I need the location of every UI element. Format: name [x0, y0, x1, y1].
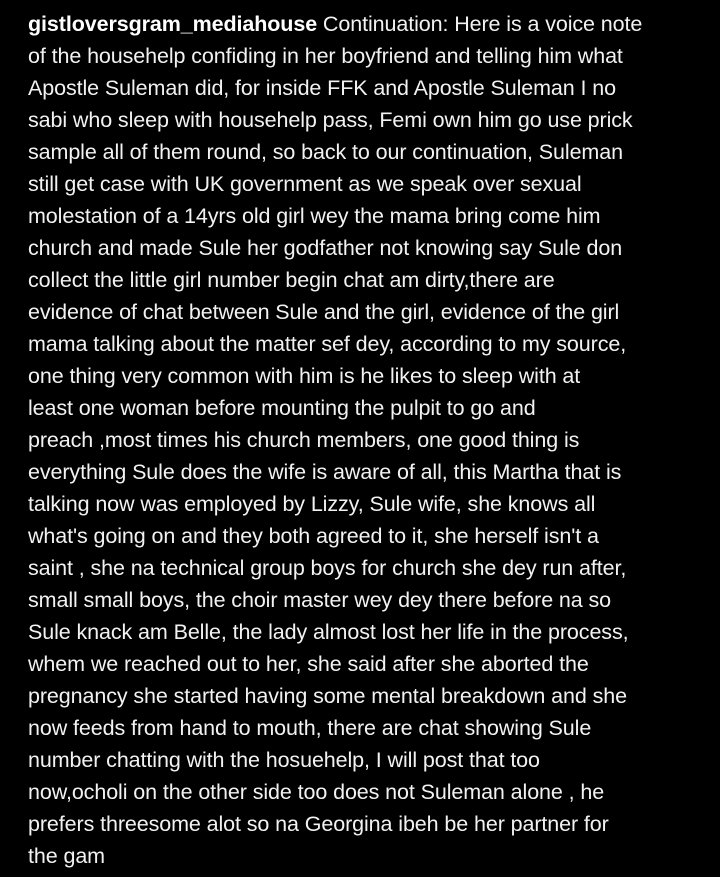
- caption-line: what's going on and they both agreed to it, she herself isn't a: [28, 524, 599, 548]
- caption-line: pregnancy she started having some mental breakdown and she: [28, 684, 627, 708]
- caption-line: church and made Sule her godfather not knowing say Sule don: [28, 236, 623, 260]
- caption-text: Continuation: Here is a voice note: [317, 12, 643, 36]
- caption-line: one thing very common with him is he likes to sleep with at: [28, 364, 581, 388]
- caption-line: still get case with UK government as we speak over sexual: [28, 172, 582, 196]
- caption-line: Apostle Suleman did, for inside FFK and Apostle Suleman I no: [28, 76, 616, 100]
- caption-line: preach ,most times his church members, one good thing is: [28, 428, 580, 452]
- post-caption: [28, 8, 708, 872]
- caption-line: the gam: [28, 844, 105, 868]
- caption-line: sabi who sleep with househelp pass, Femi own him go use prick: [28, 108, 633, 132]
- caption-line: molestation of a 14yrs old girl wey the mama bring come him: [28, 204, 601, 228]
- caption-line: [28, 8, 708, 40]
- caption-line: sample all of them round, so back to our continuation, Suleman: [28, 140, 623, 164]
- caption-line: now,ocholi on the other side too does not Suleman alone , he: [28, 780, 605, 804]
- caption-line: number chatting with the hosuehelp, I will post that too: [28, 748, 540, 772]
- caption-line: small small boys, the choir master wey dey there before na so: [28, 588, 612, 612]
- caption-line: Sule knack am Belle, the lady almost lost her life in the process,: [28, 620, 629, 644]
- username-link[interactable]: gistloversgram_mediahouse: [28, 12, 318, 36]
- caption-line: talking now was employed by Lizzy, Sule wife, she knows all: [28, 492, 596, 516]
- caption-line: least one woman before mounting the pulpit to go and: [28, 396, 536, 420]
- caption-line: everything Sule does the wife is aware of all, this Martha that is: [28, 460, 622, 484]
- caption-line: saint , she na technical group boys for church she dey run after,: [28, 556, 627, 580]
- caption-line: of the househelp confiding in her boyfriend and telling him what: [28, 44, 623, 68]
- caption-line: now feeds from hand to mouth, there are chat showing Sule: [28, 716, 592, 740]
- caption-line: evidence of chat between Sule and the girl, evidence of the girl: [28, 300, 620, 324]
- caption-line: collect the little girl number begin chat am dirty,there are: [28, 268, 555, 292]
- caption-line: whem we reached out to her, she said after she aborted the: [28, 652, 589, 676]
- caption-line: mama talking about the matter sef dey, according to my source,: [28, 332, 627, 356]
- caption-line: prefers threesome alot so na Georgina ibeh be her partner for: [28, 812, 609, 836]
